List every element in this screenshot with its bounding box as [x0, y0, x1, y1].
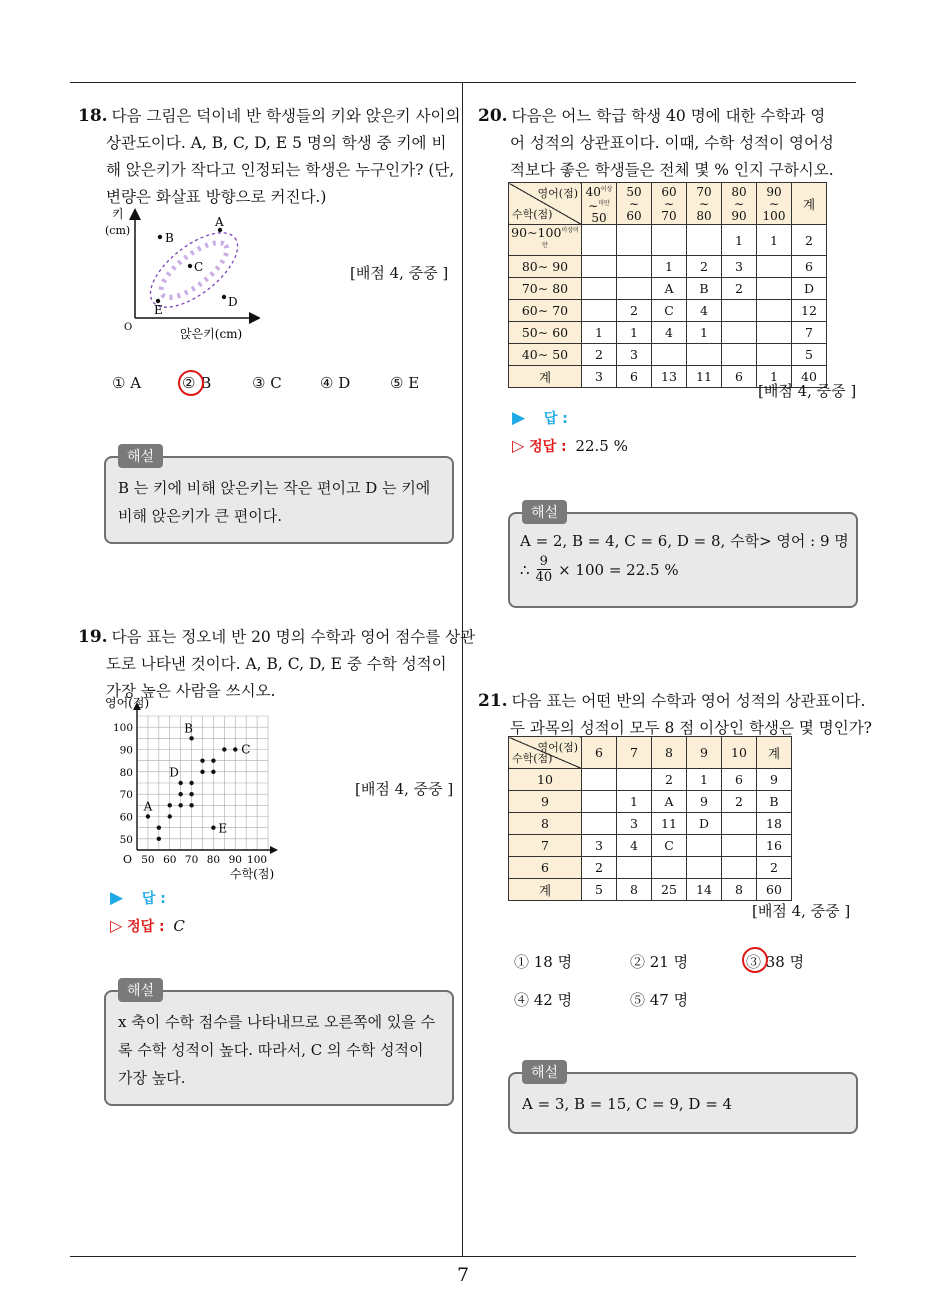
data-point [200, 758, 204, 762]
score-label: [배점 4, 중중 ] [355, 780, 454, 798]
selected-answer-circle [178, 370, 204, 396]
data-point [189, 803, 193, 807]
data-point [157, 825, 161, 829]
question-text-line: 두 과목의 성적이 모두 8 점 이상인 학생은 몇 명인가? [510, 719, 872, 737]
question-number: 21. [478, 691, 508, 711]
answer-line [512, 408, 568, 428]
row-header: $90\sim 100^{이상미만}$ [509, 225, 582, 256]
y-axis-label: 영어(점) [105, 696, 150, 710]
question-text-line: 다음 표는 어떤 반의 수학과 영어 성적의 상관표이다. [511, 692, 866, 710]
data-point [211, 758, 215, 762]
row-header: 계 [509, 879, 582, 901]
data-point [189, 781, 193, 785]
explanation-tag: 해설 [118, 444, 163, 468]
question-text-line: 어 성적의 상관표이다. 이때, 수학 성적이 영어성 [510, 134, 834, 152]
table-row: 50∼ 60 1 1 4 1 7 [509, 322, 827, 344]
explanation-tag: 해설 [522, 1060, 567, 1084]
point-b [158, 235, 162, 239]
data-point [168, 814, 172, 818]
correct-arrow-icon: ▷ [512, 436, 525, 455]
choice-4[interactable]: ④ D [320, 374, 351, 392]
table-row: $90\sim 100^{이상미만}$ 1 1 2 [509, 225, 827, 256]
answer-arrow-icon: ▶ [110, 888, 124, 908]
data-point [200, 770, 204, 774]
x-tick-label: 70 [184, 854, 199, 866]
data-point [178, 792, 182, 796]
correct-value: 22.5 % [575, 437, 628, 455]
answer-arrow-icon: ▶ [512, 408, 526, 428]
table-row: 80∼ 90 1 2 3 6 [509, 256, 827, 278]
column-header: $40^{이상}$ ∼$^{미만}$ 50 [582, 183, 617, 225]
x-axis-arrow [270, 846, 278, 854]
data-point [168, 803, 172, 807]
row-header: 10 [509, 769, 582, 791]
table-row: 9 1 A 9 2 B [509, 791, 792, 813]
table-corner-header: 영어(점) 수학(점) [509, 737, 582, 769]
row-header: 60∼ 70 [509, 300, 582, 322]
question-21 [478, 688, 872, 742]
row-header: 8 [509, 813, 582, 835]
y-tick-label: 100 [112, 722, 133, 735]
data-point [233, 747, 237, 751]
x-axis-label: 앉은키(cm) [180, 327, 243, 341]
question-text-line: 다음 그림은 덕이네 반 학생들의 키와 앉은키 사이의 [111, 107, 461, 125]
answer-line [110, 888, 166, 908]
question-number: 20. [478, 106, 508, 126]
question-number: 18. [78, 106, 108, 126]
y-axis-label: 키 [112, 207, 124, 221]
choice-5[interactable]: ⑤ 47 명 [630, 991, 689, 1009]
correct-answer-line [110, 916, 185, 936]
x-axis-label: 수학(점) [230, 867, 275, 881]
data-point [211, 770, 215, 774]
column-header: 90 ∼ 100 [757, 183, 792, 225]
question-20 [478, 103, 858, 184]
y-tick-label: 70 [119, 789, 133, 802]
top-rule [70, 82, 856, 83]
row-header: 계 [509, 366, 582, 388]
question-text-line: 변량은 화살표 방향으로 커진다.) [106, 188, 327, 206]
point-label: B [184, 721, 193, 736]
score-label: [배점 4, 중중 ] [758, 382, 857, 400]
column-header: 80 ∼ 90 [722, 183, 757, 225]
correct-value: C [173, 917, 185, 935]
explanation-text: B 는 키에 비해 앉은키는 작은 편이고 D 는 키에 비해 앉은키가 큰 편이다. [118, 479, 431, 525]
height-correlation-figure [100, 200, 260, 345]
x-tick-label: 90 [228, 854, 242, 866]
point-label: E [154, 303, 163, 317]
point-label: A [143, 799, 153, 814]
column-header: 7 [617, 737, 652, 769]
point-label: E [218, 821, 228, 836]
choice-5[interactable]: ⑤ E [390, 374, 420, 392]
explanation-tag: 해설 [118, 978, 163, 1002]
row-header: 6 [509, 857, 582, 879]
correct-label: 정답 : [529, 439, 567, 455]
bottom-rule [70, 1256, 856, 1257]
selected-answer-circle [742, 947, 768, 973]
y-tick-label: 50 [119, 833, 133, 846]
correlation-table-20 [508, 182, 827, 388]
choice-2[interactable]: ② 21 명 [630, 953, 689, 971]
table-row: 7 3 4 C 16 [509, 835, 792, 857]
table-row: 60∼ 70 2 C 4 12 [509, 300, 827, 322]
y-axis-unit: (cm) [105, 224, 131, 237]
column-header: 9 [687, 737, 722, 769]
data-point [157, 837, 161, 841]
x-tick-label: 80 [206, 854, 221, 866]
explanation-text: A = 2, B = 4, C = 6, D = 8, 수학> 영어 : 9 명 ∴ $\frac{9}{40}$ × 100 = 22.5 % [520, 532, 849, 585]
column-header: 50 ∼ 60 [617, 183, 652, 225]
column-header-total: 계 [792, 183, 827, 225]
score-label: [배점 4, 중중 ] [350, 264, 449, 282]
question-text-line: 도로 나타낸 것이다. A, B, C, D, E 중 수학 성적이 [106, 655, 447, 673]
question-text-line: 가장 높은 사람을 쓰시오. [106, 682, 276, 700]
score-label: [배점 4, 중중 ] [752, 902, 851, 920]
data-point [211, 825, 215, 829]
point-label: D [169, 765, 179, 780]
choice-1[interactable]: ① A [112, 374, 142, 392]
data-point [222, 747, 226, 751]
table-row: 6 2 2 [509, 857, 792, 879]
question-number: 19. [78, 627, 108, 647]
x-tick-label: 50 [141, 854, 155, 866]
point-label: A [215, 215, 224, 229]
column-header: 60 ∼ 70 [652, 183, 687, 225]
question-text-line: 다음 표는 정오네 반 20 명의 수학과 영어 점수를 상관 [111, 628, 476, 646]
explanation-tag: 해설 [522, 500, 567, 524]
y-tick-label: 60 [119, 811, 133, 824]
choice-2[interactable]: ② B [182, 374, 211, 392]
question-text-line: 다음은 어느 학급 학생 40 명에 대한 수학과 영 [511, 107, 826, 125]
y-tick-label: 90 [119, 744, 133, 757]
row-header: 70∼ 80 [509, 278, 582, 300]
column-header: 6 [582, 737, 617, 769]
explanation-text: A = 3, B = 15, C = 9, D = 4 [522, 1095, 733, 1113]
y-tick-label: 80 [119, 766, 133, 779]
data-point [189, 736, 193, 740]
choice-3[interactable]: ③ C [252, 374, 282, 392]
origin-label: O [123, 853, 133, 866]
row-header: 7 [509, 835, 582, 857]
row-header: 50∼ 60 [509, 322, 582, 344]
data-point [189, 792, 193, 796]
data-point [146, 814, 150, 818]
correct-arrow-icon: ▷ [110, 916, 123, 935]
fraction: $\frac{9}{40}$ [535, 554, 553, 585]
x-tick-label: 60 [163, 854, 177, 866]
math-english-scatter-plot [100, 692, 300, 884]
table-row-totals: 계 5 8 25 14 8 60 [509, 879, 792, 901]
row-header: 80∼ 90 [509, 256, 582, 278]
question-text-line: 적보다 좋은 학생들은 전체 몇 % 인지 구하시오. [510, 161, 834, 179]
column-header: 10 [722, 737, 757, 769]
point-c [188, 264, 192, 268]
question-text-line: 상관도이다. A, B, C, D, E 5 명의 학생 중 키에 비 [106, 134, 447, 152]
table-row: 8 3 11 D 18 [509, 813, 792, 835]
answer-label: 답 : [141, 891, 166, 907]
point-label: C [241, 742, 251, 757]
column-header: 계 [757, 737, 792, 769]
table-row-totals: 계 3 6 13 11 6 1 40 [509, 366, 827, 388]
point-d [222, 295, 226, 299]
row-header: 40∼ 50 [509, 344, 582, 366]
correlation-table-21 [508, 736, 792, 901]
table-row: 70∼ 80 A B 2 D [509, 278, 827, 300]
point-label: C [194, 260, 204, 274]
point-label: D [228, 295, 238, 309]
column-header: 70 ∼ 80 [687, 183, 722, 225]
choice-1[interactable]: ① 18 명 [514, 953, 573, 971]
column-header: 8 [652, 737, 687, 769]
origin-label: O [124, 322, 133, 333]
correct-label: 정답 : [127, 919, 165, 935]
x-tick-label: 100 [247, 854, 268, 866]
data-point [178, 781, 182, 785]
explanation-text: x 축이 수학 점수를 나타내므로 오른쪽에 있을 수 록 수학 성적이 높다. 따라서, C 의 수학 성적이 가장 높다. [118, 1013, 436, 1087]
data-point [178, 803, 182, 807]
table-corner-header: 영어(점) 수학(점) [509, 183, 582, 225]
choice-3[interactable]: ③ 38 명 [746, 951, 804, 972]
table-row: 40∼ 50 2 3 5 [509, 344, 827, 366]
point-label: B [165, 231, 174, 245]
column-divider [462, 82, 463, 1257]
question-18 [78, 103, 461, 211]
row-header: 9 [509, 791, 582, 813]
table-row: 10 2 1 6 9 [509, 769, 792, 791]
page-number: 7 [456, 1264, 470, 1286]
correct-answer-line [512, 436, 628, 456]
question-text-line: 해 앉은키가 작다고 인정되는 학생은 누구인가? (단, [106, 161, 455, 179]
choice-4[interactable]: ④ 42 명 [514, 991, 573, 1009]
answer-label: 답 : [543, 411, 568, 427]
